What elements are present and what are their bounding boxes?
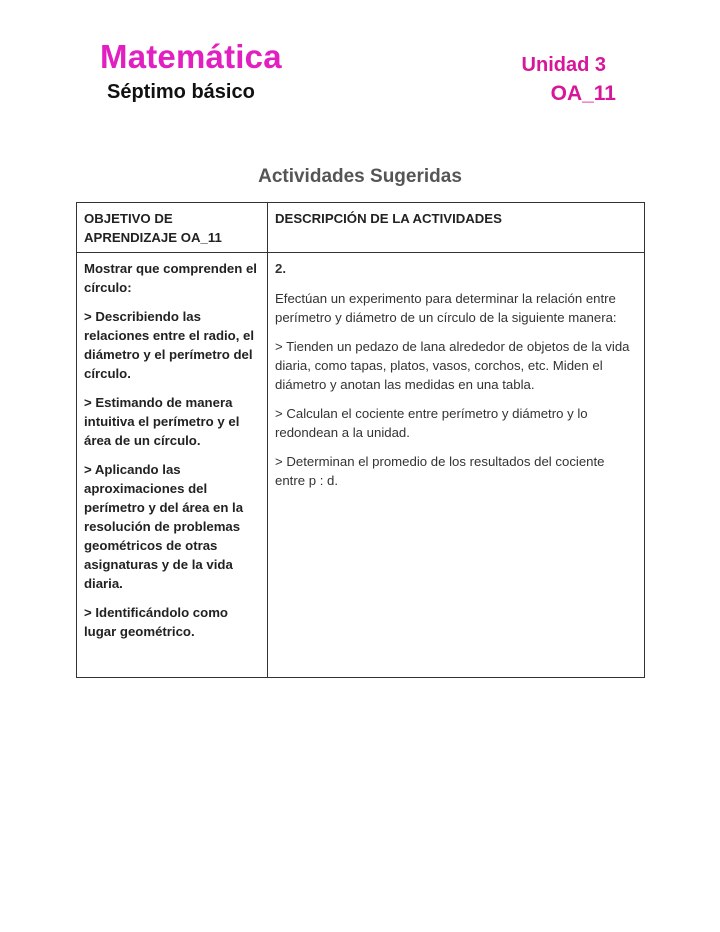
description-paragraph: Efectúan un experimento para determinar la relación entre perímetro y diámetro de un círculo de la siguiente manera: [275, 291, 617, 325]
section-title: Actividades Sugeridas [258, 166, 462, 187]
objective-code: OA_11 [550, 82, 616, 105]
unit-label: Unidad 3 [521, 54, 606, 76]
objective-paragraph: Mostrar que comprenden el círculo: [84, 261, 257, 295]
activity-number: 2. [275, 261, 286, 276]
activities-table [76, 202, 645, 678]
description-paragraph: > Tienden un pedazo de lana alrededor de objetos de la vida diaria, como tapas, platos, vasos, corchos, etc. Miden el diámetro y anotan las medidas en una tabla. [275, 339, 630, 392]
objective-paragraph: > Estimando de manera intuitiva el perímetro y el área de un círculo. [84, 395, 240, 448]
objective-paragraph: > Describiendo las relaciones entre el radio, el diámetro y el perímetro del círculo. [84, 309, 255, 381]
description-paragraph: > Determinan el promedio de los resultados del cociente entre p : d. [275, 454, 605, 488]
subject-title: Matemática [100, 38, 282, 75]
table-header-row [77, 203, 645, 253]
description-cell [268, 253, 645, 678]
objective-column-header: OBJETIVO DE APRENDIZAJE OA_11 [77, 203, 268, 253]
objective-paragraph: > Aplicando las aproximaciones del perímetro y del área en la resolución de problemas geométricos de otras asignaturas y de la vida diaria. [84, 462, 244, 591]
objective-cell [77, 253, 268, 678]
grade-label: Séptimo básico [107, 81, 255, 103]
table-row [77, 253, 645, 678]
description-paragraph: > Calculan el cociente entre perímetro y diámetro y lo redondean a la unidad. [275, 406, 588, 440]
description-column-header: DESCRIPCIÓN DE LA ACTIVIDADES [268, 203, 645, 253]
objective-paragraph: > Identificándolo como lugar geométrico. [84, 605, 228, 639]
